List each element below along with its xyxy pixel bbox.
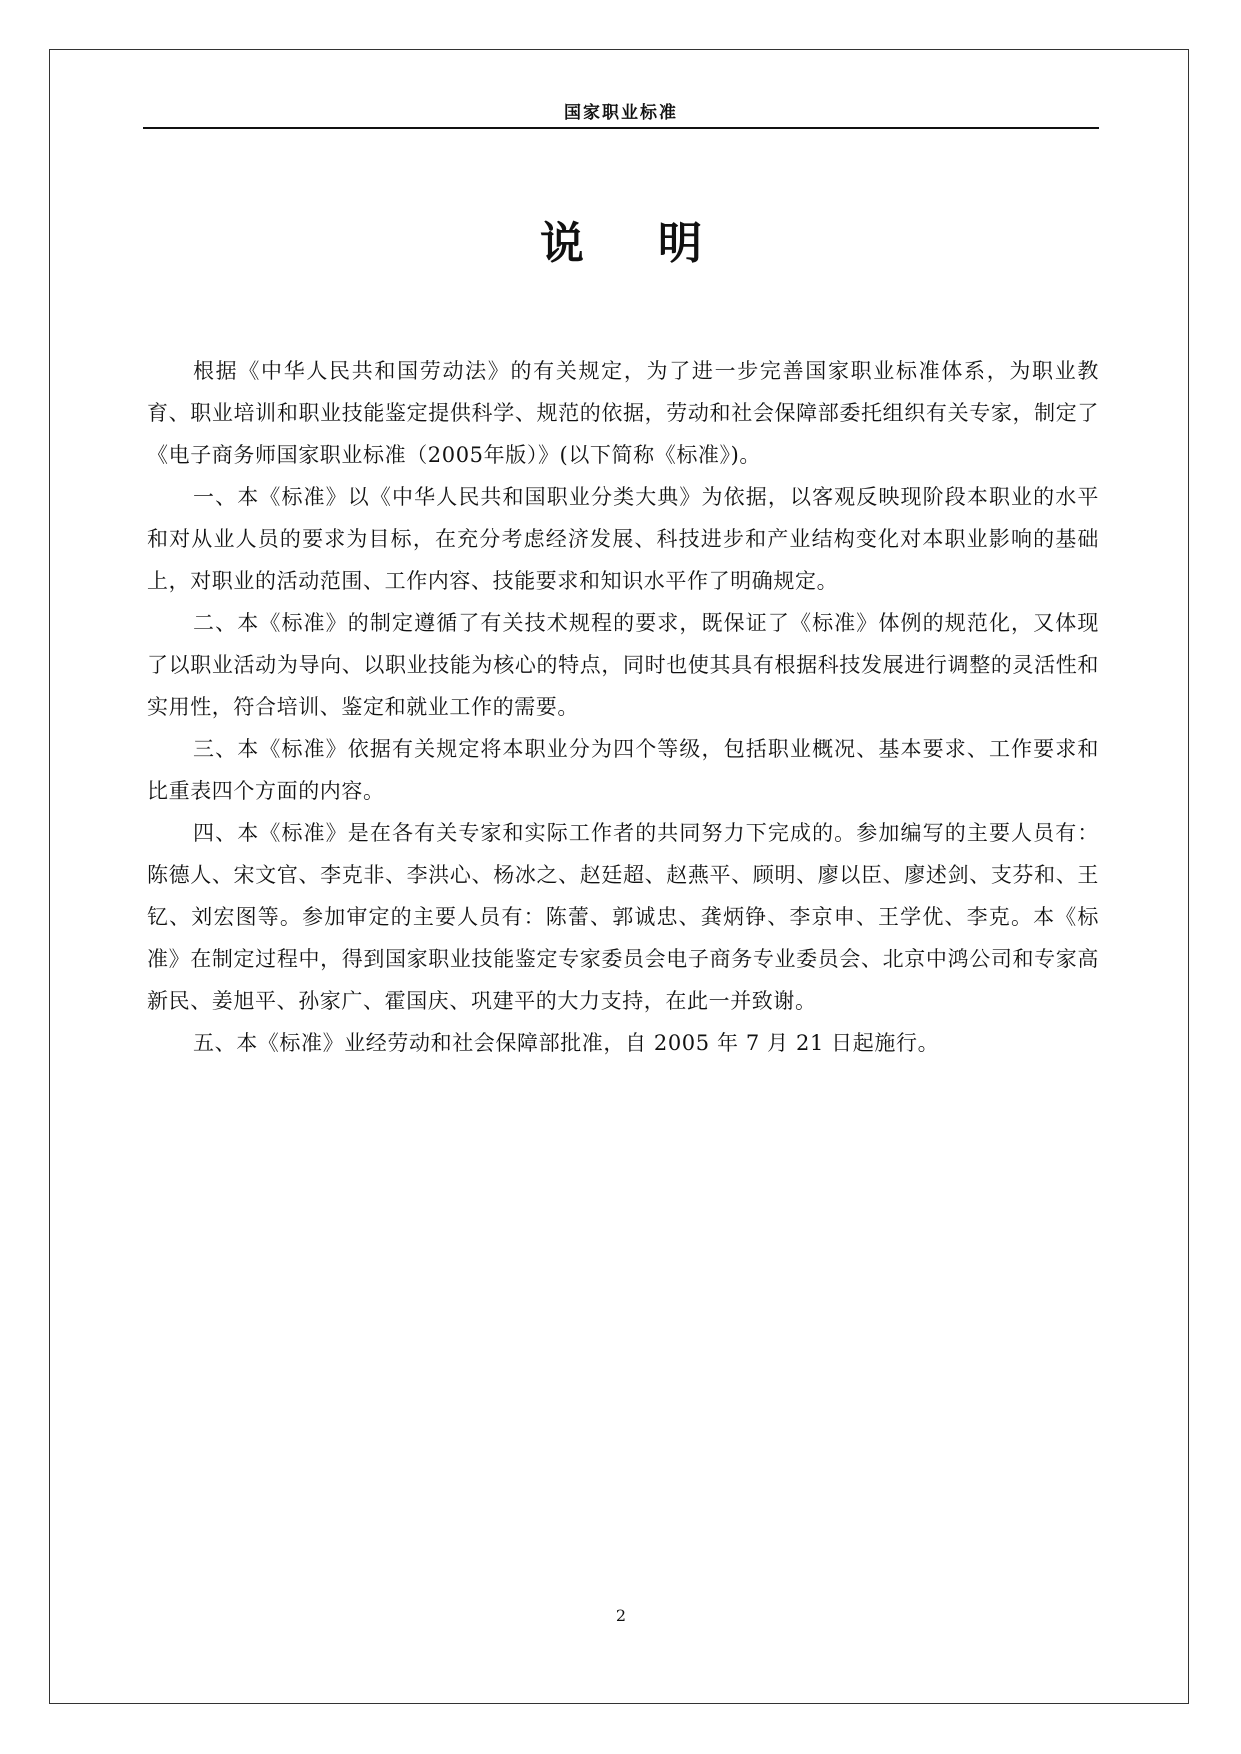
paragraph-item-3: 三、本《标准》依据有关规定将本职业分为四个等级，包括职业概况、基本要求、工作要求和比重表四个方面的内容。 bbox=[147, 737, 1099, 803]
body-text bbox=[147, 350, 1099, 1064]
page-title: 说明 bbox=[540, 218, 776, 269]
running-header: 国家职业标准 bbox=[564, 103, 678, 123]
paragraph-item-1: 一、本《标准》以《中华人民共和国职业分类大典》为依据，以客观反映现阶段本职业的水平和对从业人员的要求为目标，在充分考虑经济发展、科技进步和产业结构变化对本职业影响的基础上，对职业的活动范围、工作内容、技能要求和知识水平作了明确规定。 bbox=[147, 485, 1099, 593]
paragraph-intro: 根据《中华人民共和国劳动法》的有关规定，为了进一步完善国家职业标准体系，为职业教育、职业培训和职业技能鉴定提供科学、规范的依据，劳动和社会保障部委托组织有关专家，制定了《电子商务师国家职业标准（2005年版）》(以下简称《标准》)。 bbox=[147, 359, 1099, 467]
paragraph-item-2: 二、本《标准》的制定遵循了有关技术规程的要求，既保证了《标准》体例的规范化，又体现了以职业活动为导向、以职业技能为核心的特点，同时也使其具有根据科技发展进行调整的灵活性和实用性，符合培训、鉴定和就业工作的需要。 bbox=[147, 611, 1099, 719]
paragraph-item-5: 五、本《标准》业经劳动和社会保障部批准，自 2005 年 7 月 21 日起施行。 bbox=[193, 1031, 940, 1055]
header-rule bbox=[143, 127, 1099, 129]
page-number: 2 bbox=[615, 1606, 627, 1625]
paragraph-item-4: 四、本《标准》是在各有关专家和实际工作者的共同努力下完成的。参加编写的主要人员有：陈德人、宋文官、李克非、李洪心、杨冰之、赵廷超、赵燕平、顾明、廖以臣、廖述剑、支芬和、王钇、刘宏图等。参加审定的主要人员有：陈蕾、郭诚忠、龚炳铮、李京申、王学优、李克。本《标准》在制定过程中，得到国家职业技能鉴定专家委员会电子商务专业委员会、北京中鸿公司和专家高新民、姜旭平、孙家广、霍国庆、巩建平的大力支持，在此一并致谢。 bbox=[147, 821, 1099, 1013]
